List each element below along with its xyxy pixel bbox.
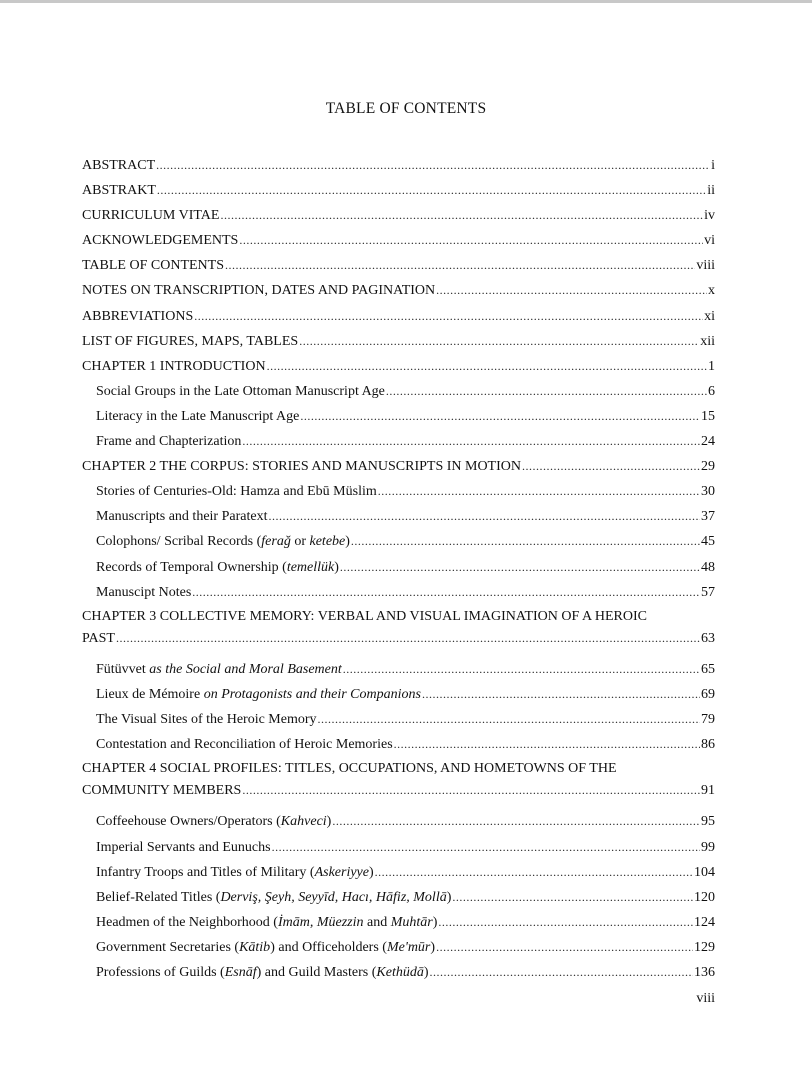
toc-page-number: 1 [708, 358, 715, 374]
toc-section-entry[interactable] [82, 529, 715, 554]
toc-entry-label [96, 657, 342, 682]
toc-entry-label-part: ) [432, 914, 438, 930]
toc-section-entry[interactable] [82, 707, 715, 732]
toc-entry-label-part: ) [345, 534, 350, 550]
toc-entry[interactable] [82, 253, 715, 278]
toc-entry-label [96, 935, 435, 960]
toc-entry-label [96, 910, 437, 935]
toc-entry-label-part: Fütüvvet [96, 661, 146, 677]
toc-leader-dots [436, 278, 707, 303]
toc-leader-dots [192, 580, 700, 605]
toc-section-entry[interactable] [82, 732, 715, 757]
toc-section-entry[interactable] [82, 657, 715, 682]
toc-section-entry[interactable] [82, 580, 715, 605]
toc-leader-dots [340, 555, 700, 580]
toc-leader-dots [386, 379, 707, 404]
toc-entry-label-part: Derviş, Şeyh, Seyyīd, Hacı, Hāfiz, Mollā [220, 889, 447, 905]
toc-page-number: 99 [701, 839, 715, 855]
toc-entry-label-part: ) [446, 889, 452, 905]
toc-leader-dots [267, 354, 707, 379]
toc-entry[interactable] [82, 354, 715, 379]
toc-section-entry[interactable] [82, 960, 715, 985]
toc-entry-label-line1: CHAPTER 3 COLLECTIVE MEMORY: VERBAL AND VISUAL IMAGINATION OF A HEROIC [82, 608, 647, 624]
toc-entry-label [96, 960, 429, 985]
toc-entry-label: ABSTRACT [82, 158, 156, 173]
toc-entry-label-part: Muhtār [390, 914, 433, 930]
toc-entry-label-part: or [290, 534, 310, 550]
toc-entry[interactable] [82, 178, 715, 203]
toc-entry[interactable] [82, 153, 715, 178]
toc-entry-label-part: Kātib [239, 939, 271, 955]
toc-leader-dots [375, 860, 693, 885]
toc-leader-dots [351, 529, 700, 554]
toc-leader-dots [272, 835, 700, 860]
toc-entry[interactable] [82, 607, 715, 657]
toc-section-entry[interactable] [82, 404, 715, 429]
toc-entry[interactable] [82, 203, 715, 228]
toc-entry-label-line1: CHAPTER 4 SOCIAL PROFILES: TITLES, OCCUPATIONS, AND HOMETOWNS OF THE [82, 761, 617, 777]
toc-section-entry[interactable] [82, 504, 715, 529]
toc-entry-label-part: ) [334, 559, 339, 575]
toc-entry-label [96, 809, 331, 834]
toc-entry-label-part: Me'mūr [386, 939, 431, 955]
toc-section-entry[interactable] [82, 860, 715, 885]
toc-leader-dots [318, 707, 700, 732]
toc-entry-label-part: Colophons/ Scribal Records ( [96, 534, 262, 550]
toc-page-number: 37 [701, 509, 715, 525]
toc-page-number: 86 [701, 737, 715, 753]
toc-page-number: 136 [694, 965, 715, 980]
table-of-contents [82, 153, 715, 985]
toc-entry-line2 [82, 779, 715, 801]
toc-leader-dots [156, 153, 710, 178]
toc-entry-label: LIST OF FIGURES, MAPS, TABLES [82, 333, 299, 349]
toc-entry-label: Frame and Chapterization [96, 434, 242, 450]
toc-entry-label-part: Kahveci [280, 814, 327, 830]
toc-entry-label [96, 682, 421, 707]
toc-entry[interactable] [82, 759, 715, 809]
toc-page-number: 6 [708, 383, 715, 399]
toc-page-number: 65 [701, 661, 715, 677]
toc-page-number: i [711, 158, 715, 173]
toc-entry-label-part: Askeriyye [314, 864, 369, 880]
toc-section-entry[interactable] [82, 429, 715, 454]
toc-entry-label: ABSTRAKT [82, 183, 156, 199]
toc-page-number: 120 [694, 889, 715, 905]
toc-leader-dots [116, 627, 700, 649]
toc-entry-label-part: and [363, 914, 391, 930]
toc-entry-label-part: İmām, Müezzin [277, 914, 364, 930]
toc-page-number: 79 [701, 712, 715, 728]
toc-page-number: x [708, 283, 715, 299]
toc-entry-label-part: on Protagonists and their Companions [200, 686, 421, 702]
toc-leader-dots [299, 329, 699, 354]
toc-leader-dots [436, 935, 693, 960]
toc-page-number: 91 [701, 783, 715, 799]
toc-entry-label-part: ) and Guild Masters ( [256, 965, 377, 980]
toc-section-entry[interactable] [82, 885, 715, 910]
toc-entry-label [96, 885, 451, 910]
toc-entry-label-part: ) [326, 814, 332, 830]
toc-entry[interactable] [82, 278, 715, 303]
toc-entry[interactable] [82, 329, 715, 354]
toc-entry-label: ACKNOWLEDGEMENTS [82, 233, 239, 249]
toc-leader-dots [157, 178, 706, 203]
toc-entry-label: CURRICULUM VITAE [82, 208, 220, 224]
toc-leader-dots [430, 960, 693, 985]
toc-leader-dots [239, 228, 703, 253]
toc-entry-label-part: ) [369, 864, 374, 880]
toc-entry-label-part: Records of Temporal Ownership ( [96, 559, 287, 575]
toc-page-number: 45 [701, 534, 715, 550]
toc-leader-dots [220, 203, 703, 228]
toc-entry-label-part: ) and Officeholders ( [270, 939, 387, 955]
toc-leader-dots [332, 809, 700, 834]
toc-entry-label-part: ) [430, 939, 436, 955]
toc-section-entry[interactable] [82, 379, 715, 404]
toc-entry-label: Stories of Centuries-Old: Hamza and Ebū Müslim [96, 484, 377, 500]
toc-entry-line2 [82, 627, 715, 649]
toc-page-number: 69 [701, 686, 715, 702]
toc-entry-label-part: Lieux de Mémoire [96, 686, 201, 702]
toc-entry-label: Imperial Servants and Eunuchs [96, 839, 271, 855]
toc-page-number: 63 [701, 630, 715, 646]
toc-leader-dots [194, 304, 703, 329]
toc-entry-label: CHAPTER 2 THE CORPUS: STORIES AND MANUSCRIPTS IN MOTION [82, 459, 521, 475]
toc-page-number: viii [696, 258, 715, 274]
toc-entry-label-part: Infantry Troops and Titles of Military ( [96, 864, 315, 880]
toc-page-number: iv [704, 208, 715, 224]
toc-entry-label [96, 529, 350, 554]
toc-entry-label-part: Government Secretaries ( [96, 939, 240, 955]
toc-leader-dots [438, 910, 693, 935]
toc-entry-label-part: Kethüdā [376, 965, 424, 980]
toc-page-number: 57 [701, 584, 715, 600]
toc-entry-label-part: as the Social and Moral Basement [145, 661, 342, 677]
toc-entry[interactable] [82, 228, 715, 253]
toc-entry-label-part: Esnāf [224, 965, 257, 980]
toc-entry-label: Literacy in the Late Manuscript Age [96, 408, 300, 424]
toc-entry-label-part: ) [423, 965, 429, 980]
toc-entry-label-part: temellük [286, 559, 335, 575]
toc-section-entry[interactable] [82, 835, 715, 860]
toc-entry-label-part: Coffeehouse Owners/Operators ( [96, 814, 281, 830]
toc-leader-dots [242, 779, 700, 801]
toc-leader-dots [452, 885, 693, 910]
toc-entry-label-part: Headmen of the Neighborhood ( [96, 914, 278, 930]
toc-entry-label: The Visual Sites of the Heroic Memory [96, 712, 317, 728]
toc-entry-label-part: Professions of Guilds ( [96, 965, 225, 980]
toc-entry-label: Contestation and Reconciliation of Heroic Memories [96, 737, 393, 753]
toc-entry-label [96, 555, 339, 580]
toc-leader-dots [378, 479, 700, 504]
toc-section-entry[interactable] [82, 479, 715, 504]
toc-page-number: 124 [694, 914, 715, 930]
toc-leader-dots [300, 404, 700, 429]
toc-leader-dots [422, 682, 700, 707]
toc-entry-label: Manuscripts and their Paratext [96, 509, 268, 525]
toc-section-entry[interactable] [82, 555, 715, 580]
toc-page-number: 104 [694, 864, 715, 880]
toc-entry[interactable] [82, 304, 715, 329]
toc-page-number: 15 [701, 408, 715, 424]
toc-section-entry[interactable] [82, 682, 715, 707]
toc-leader-dots [343, 657, 700, 682]
toc-page-number: ii [707, 183, 715, 199]
toc-entry-label: ABBREVIATIONS [82, 308, 194, 324]
toc-entry-label-part: ferağ [261, 534, 291, 550]
toc-entry-label-line2: COMMUNITY MEMBERS [82, 783, 242, 799]
toc-leader-dots [268, 504, 700, 529]
toc-entry-label: CHAPTER 1 INTRODUCTION [82, 358, 266, 374]
toc-page-number: 29 [701, 459, 715, 475]
toc-page-number: 95 [701, 814, 715, 830]
page-number: viii [696, 991, 715, 1006]
toc-leader-dots [522, 454, 700, 479]
toc-entry[interactable] [82, 454, 715, 479]
toc-page-number: 48 [701, 559, 715, 575]
toc-entry-label: NOTES ON TRANSCRIPTION, DATES AND PAGINATION [82, 283, 436, 299]
toc-page-number: 129 [694, 939, 715, 955]
toc-page-number: 24 [701, 434, 715, 450]
toc-entry-label-part: ketebe [309, 534, 346, 550]
toc-entry-label-part: Belief-Related Titles ( [96, 889, 221, 905]
toc-entry-label: Social Groups in the Late Ottoman Manuscript Age [96, 383, 385, 399]
toc-page-number: 30 [701, 484, 715, 500]
toc-section-entry[interactable] [82, 910, 715, 935]
page-title: TABLE OF CONTENTS [325, 100, 487, 117]
toc-section-entry[interactable] [82, 809, 715, 834]
toc-section-entry[interactable] [82, 935, 715, 960]
toc-entry-label: Manuscipt Notes [96, 584, 192, 600]
toc-leader-dots [394, 732, 700, 757]
toc-page-number: xii [700, 333, 715, 349]
toc-leader-dots [242, 429, 700, 454]
toc-entry-label-line2: PAST [82, 630, 115, 646]
toc-page-number: vi [704, 233, 715, 249]
toc-page-number: xi [704, 308, 715, 324]
toc-leader-dots [225, 253, 695, 278]
toc-entry-label [96, 860, 374, 885]
toc-entry-label: TABLE OF CONTENTS [82, 258, 224, 274]
